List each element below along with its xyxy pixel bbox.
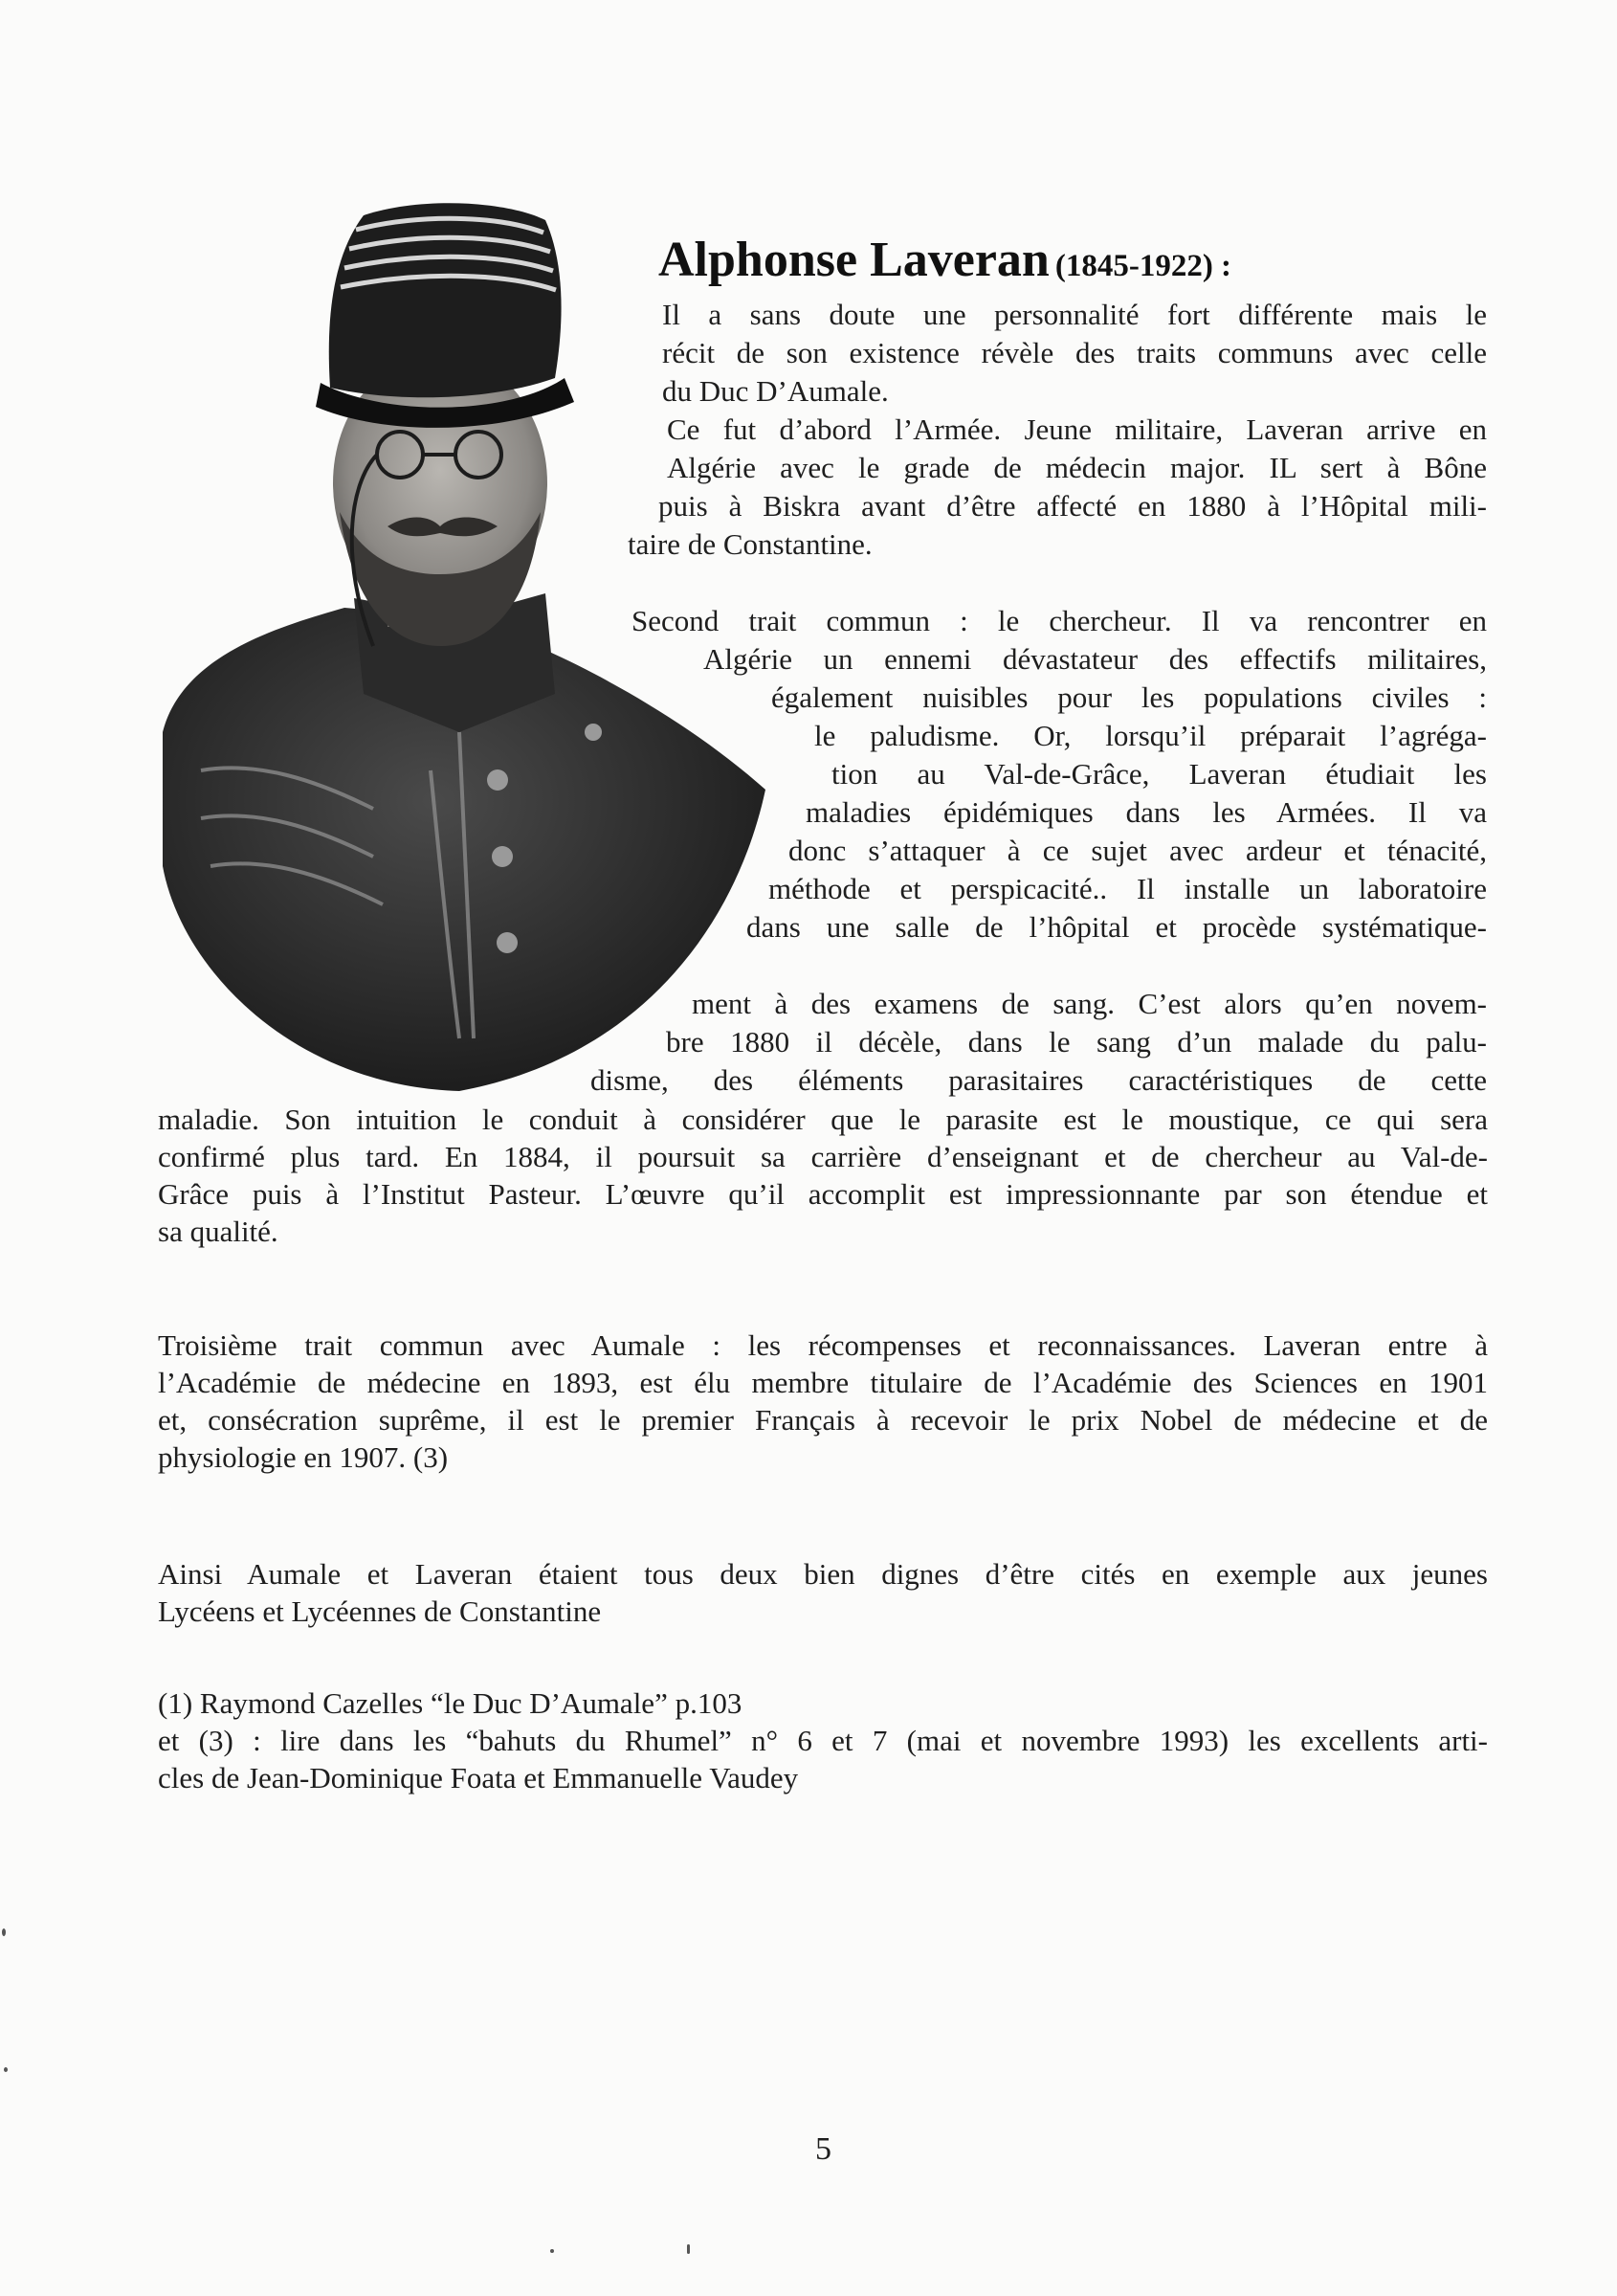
paragraph-conclusion xyxy=(158,1555,1488,1630)
text-line: physiologie en 1907. (3) xyxy=(158,1440,449,1474)
text-line: Ainsi Aumale et Laveran étaient tous deux bien dignes d’être cités en exemple aux jeunes xyxy=(158,1557,1488,1591)
text-line: disme, des éléments parasitaires caractéristiques de cette xyxy=(590,1063,1487,1097)
life-dates: (1845-1922) : xyxy=(1054,249,1232,283)
text-line: sa qualité. xyxy=(158,1215,278,1248)
text-line: Lycéens et Lycéennes de Constantine xyxy=(158,1594,602,1628)
text-line: récit de son existence révèle des traits communs avec celle xyxy=(662,336,1487,369)
footnote-line: cles de Jean-Dominique Foata et Emmanuelle Vaudey xyxy=(158,1761,799,1794)
text-line: Algérie avec le grade de médecin major. IL sert à Bône xyxy=(667,451,1487,484)
text-line: du Duc D’Aumale. xyxy=(662,374,889,408)
page-number: 5 xyxy=(815,2131,831,2167)
text-line: tion au Val-de-Grâce, Laveran étudiait les xyxy=(831,757,1487,791)
paragraph-recompenses xyxy=(158,1326,1488,1476)
text-line: méthode et perspicacité.. Il installe un laboratoire xyxy=(768,872,1487,905)
footnotes xyxy=(158,1684,1488,1796)
text-line: Grâce puis à l’Institut Pasteur. L’œuvre qu’il accomplit est impressionnante par son étendue et xyxy=(158,1177,1488,1211)
text-line: Ce fut d’abord l’Armée. Jeune militaire, Laveran arrive en xyxy=(667,412,1487,446)
scan-speck xyxy=(687,2244,690,2254)
text-line: Il a sans doute une personnalité fort différente mais le xyxy=(662,298,1487,331)
footnote-line: (1) Raymond Cazelles “le Duc D’Aumale” p.103 xyxy=(158,1686,742,1720)
text-line: l’Académie de médecine en 1893, est élu membre titulaire de l’Académie des Sciences en 1901 xyxy=(158,1366,1488,1399)
text-line: Troisième trait commun avec Aumale : les récompenses et reconnaissances. Laveran entre à xyxy=(158,1328,1488,1362)
person-name: Alphonse Laveran xyxy=(658,233,1050,287)
text-line: maladies épidémiques dans les Armées. Il va xyxy=(806,795,1487,829)
text-line: donc s’attaquer à ce sujet avec ardeur et ténacité, xyxy=(788,834,1487,867)
text-line: le paludisme. Or, lorsqu’il préparait l’agréga- xyxy=(814,719,1487,752)
paragraph-continuation xyxy=(158,1101,1488,1250)
text-line: taire de Constantine. xyxy=(628,527,873,561)
text-line: dans une salle de l’hôpital et procède systématique- xyxy=(746,910,1487,944)
scan-speck xyxy=(2,1928,6,1936)
text-line: puis à Biskra avant d’être affecté en 1880 à l’Hôpital mili- xyxy=(658,489,1487,523)
text-line: Algérie un ennemi dévastateur des effectifs militaires, xyxy=(703,642,1487,676)
text-line: confirmé plus tard. En 1884, il poursuit sa carrière d’enseignant et de chercheur au Val-de- xyxy=(158,1140,1488,1173)
scan-speck xyxy=(550,2249,554,2253)
footnote-line: et (3) : lire dans les “bahuts du Rhumel” n° 6 et 7 (mai et novembre 1993) les excellents arti- xyxy=(158,1724,1488,1757)
text-line: et, consécration suprême, il est le premier Français à recevoir le prix Nobel de médecine et de xyxy=(158,1403,1488,1437)
text-line: bre 1880 il décèle, dans le sang d’un malade du palu- xyxy=(666,1025,1487,1059)
article-title xyxy=(658,232,1231,288)
text-line: également nuisibles pour les populations civiles : xyxy=(771,680,1487,714)
text-line: maladie. Son intuition le conduit à considérer que le parasite est le moustique, ce qui sera xyxy=(158,1103,1488,1136)
text-line: ment à des examens de sang. C’est alors qu’en novem- xyxy=(692,987,1487,1020)
scan-speck xyxy=(4,2067,8,2072)
text-line: Second trait commun : le chercheur. Il va rencontrer en xyxy=(631,604,1487,637)
